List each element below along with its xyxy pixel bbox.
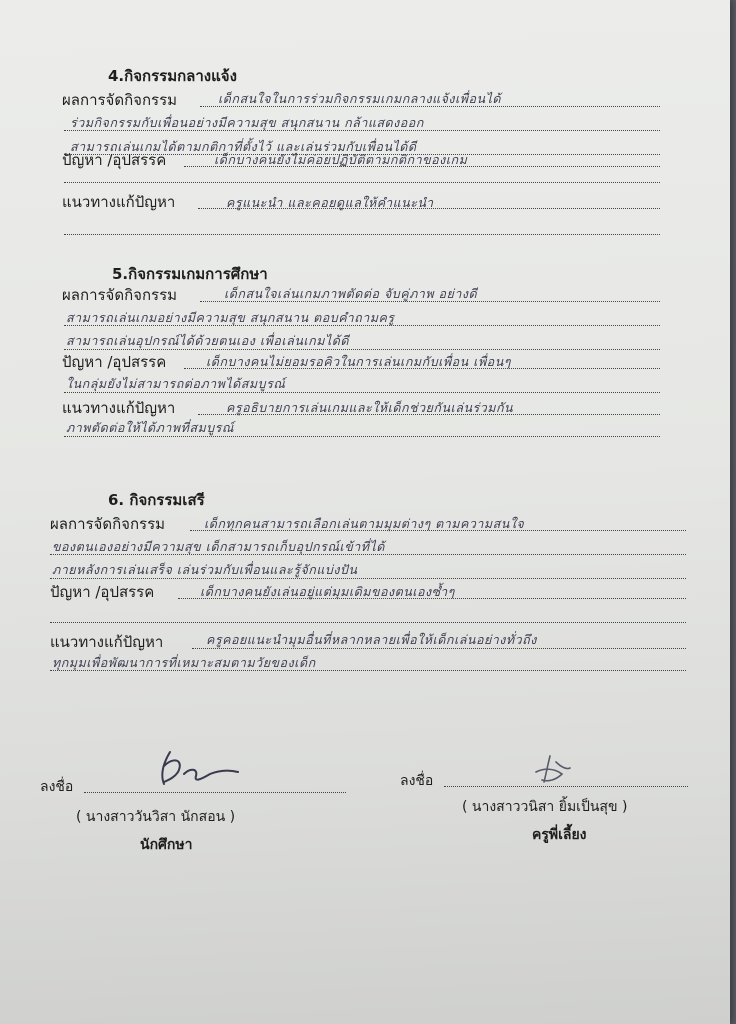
section-5-problem-line-1: เด็กบางคนไม่ยอมรอคิวในการเล่นเกมกับเพื่อน เพื่อนๆ [206, 354, 511, 369]
section-6-result-line-3: ภายหลังการเล่นเสร็จ เล่นร่วมกับเพื่อนและรู้จักแบ่งปัน [52, 562, 358, 577]
dotted-line [64, 182, 660, 183]
section-6-result-label: ผลการจัดกิจกรรม [50, 515, 166, 533]
section-4-result-line-3: สามารถเล่นเกมได้ตามกติกาที่ตั้งไว้ และเล่นร่วมกับเพื่อนได้ดี [70, 139, 417, 154]
right-signer-role: ครูพี่เลี้ยง [532, 827, 587, 843]
signature-line [84, 792, 346, 793]
section-6-result-line-2: ของตนเองอย่างมีความสุข เด็กสามารถเก็บอุปกรณ์เข้าที่ได้ [52, 539, 385, 554]
left-signer-name: ( นางสาววันวิสา นักสอน ) [76, 809, 236, 825]
section-5-result-label: ผลการจัดกิจกรรม [62, 286, 178, 304]
section-4-heading: 4.กิจกรรมกลางแจ้ง [108, 67, 237, 85]
right-signer-name: ( นางสาววนิสา ยิ้มเป็นสุข ) [462, 799, 628, 815]
section-5-solution-label: แนวทางแก้ปัญหา [62, 399, 176, 417]
left-sign-label: ลงชื่อ [40, 779, 74, 795]
right-signature-image [526, 752, 576, 788]
section-4-solution-label: แนวทางแก้ปัญหา [62, 193, 176, 211]
left-signer-role: นักศึกษา [140, 837, 193, 853]
section-5-heading: 5.กิจกรรมเกมการศึกษา [112, 265, 268, 283]
section-4-problem-line-1: เด็กบางคนยังไม่ค่อยปฏิบัติตามกติกาของเกม [214, 152, 468, 167]
section-5-solution-line-2: ภาพตัดต่อให้ได้ภาพที่สมบูรณ์ [66, 420, 234, 435]
dotted-line [64, 234, 660, 235]
left-signature-image [150, 744, 250, 792]
section-6-heading: 6. กิจกรรมเสรี [108, 491, 205, 509]
section-6-result-line-1: เด็กทุกคนสามารถเลือกเล่นตามมุมต่างๆ ตามความสนใจ [204, 516, 525, 531]
section-5-problem-line-2: ในกลุ่มยังไม่สามารถต่อภาพได้สมบูรณ์ [66, 376, 286, 391]
section-4-result-line-1: เด็กสนใจในการร่วมกิจกรรมเกมกลางแจ้งเพื่อนได้ [218, 91, 501, 106]
section-6-solution-line-1: ครูคอยแนะนำมุมอื่นที่หลากหลายเพื่อให้เด็กเล่นอย่างทั่วถึง [206, 632, 537, 647]
section-4-problem-label: ปัญหา /อุปสรรค [62, 151, 167, 169]
section-5-result-line-3: สามารถเล่นอุปกรณ์ได้ด้วยตนเอง เพื่อเล่นเกมได้ดี [66, 333, 349, 348]
section-4-solution-line-1: ครูแนะนำ และคอยดูแลให้คำแนะนำ [226, 195, 434, 210]
section-4-result-line-2: ร่วมกิจกรรมกับเพื่อนอย่างมีความสุข สนุกสนาน กล้าแสดงออก [70, 115, 424, 130]
section-6-problem-label: ปัญหา /อุปสรรค [50, 583, 155, 601]
section-6-solution-line-2: ทุกมุมเพื่อพัฒนาการที่เหมาะสมตามวัยของเด็ก [52, 655, 316, 670]
section-5-result-line-2: สามารถเล่นเกมอย่างมีความสุข สนุกสนาน ตอบคำถามครู [66, 310, 395, 325]
section-5-result-line-1: เด็กสนใจเล่นเกมภาพตัดต่อ จับคู่ภาพ อย่างดี [224, 286, 478, 301]
section-5-solution-line-1: ครูอธิบายการเล่นเกมและให้เด็กช่วยกันเล่นร่วมกัน [226, 400, 514, 415]
section-4-result-label: ผลการจัดกิจกรรม [62, 91, 178, 109]
section-6-solution-label: แนวทางแก้ปัญหา [50, 633, 164, 651]
section-6-problem-line-1: เด็กบางคนยังเล่นอยู่แต่มุมเดิมของตนเองซ้ำๆ [200, 584, 455, 599]
dotted-line [50, 622, 686, 623]
right-sign-label: ลงชื่อ [400, 773, 434, 789]
section-5-problem-label: ปัญหา /อุปสรรค [62, 353, 167, 371]
